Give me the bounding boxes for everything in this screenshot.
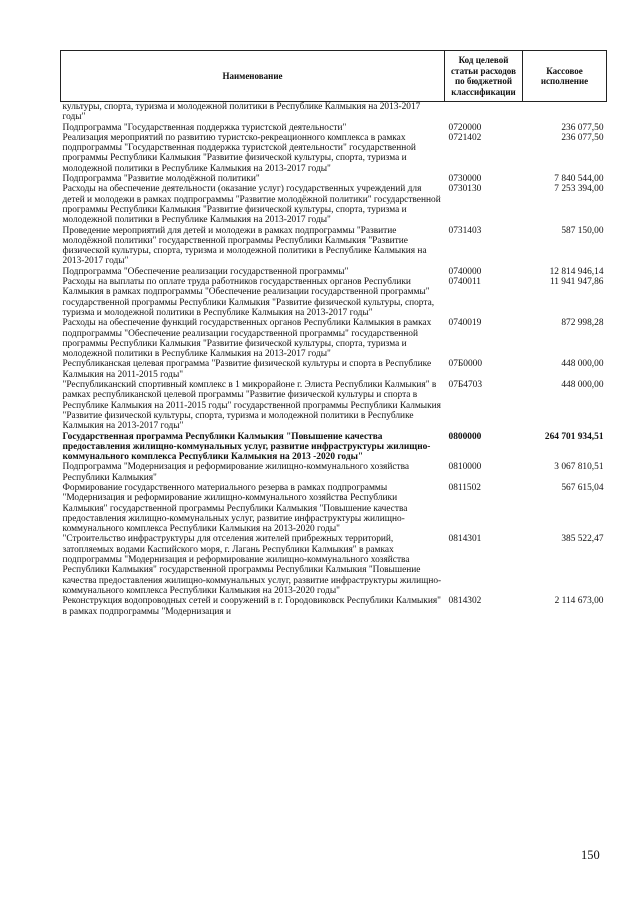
table-row	[61, 596, 607, 617]
row-name: Реконструкция водопроводных сетей и сооружений в г. Городовиковск Республики Калмыкия" в рамках подпрограммы "Модернизация и	[62, 596, 442, 617]
row-code: 0730130	[448, 184, 482, 195]
row-name: Формирование государственного материального резерва в рамках подпрограммы "Модернизация и реформирование жилищно-коммунального хозяйства Республики Калмыкия" государственной программы Республики Калмыкия "Повышение качества предоставления жилищно-коммунальных услуг, развитие инфраструктуры жилищно-коммунального комплекса Республики Калмыкия на 2013-2020 годы"	[62, 482, 408, 535]
row-code: 07Б0000	[448, 359, 483, 370]
row-code: 0814301	[448, 534, 482, 545]
row-code: 0811502	[448, 482, 481, 493]
row-name: Реализация мероприятий по развитию туристско-рекреационного комплекса в рамках подпрограммы "Государственная поддержка туристской деятельности" государственной программы Республики Калмыкия "Развитие физической культуры, спорта, туризма и молодежной политики в Республике Калмыкия на 2013-2017 годы"	[62, 132, 416, 174]
row-name: Подпрограмма "Государственная поддержка туристской деятельности"	[62, 122, 347, 133]
table-body	[61, 102, 607, 617]
row-name: "Строительство инфраструктуры для отселения жителей прибрежных территорий, затопляемых водами Каспийского моря, г. Лагань Республики Калмыкия" в рамках подпрограммы "Модернизация и реформирование жилищно-коммунального хозяйства Республики Калмыкия" государственной программы Республики Калмыкия "Повышение качества предоставления жилищно-коммунальных услуг, развитие инфраструктуры жилищно-коммунального комплекса Республики Калмыкия на 2013-2020 годы"	[62, 534, 442, 596]
row-amount: 567 615,04	[561, 482, 604, 493]
row-name: Проведение мероприятий для детей и молодежи в рамках подпрограммы "Развитие молодёжной политики" государственной программы Республики Калмыкия "Развитие физической культуры, спорта, туризма и молодежной политики в Республике Калмыкия на 2013-2017 годы"	[62, 225, 427, 267]
row-code: 0731403	[448, 225, 482, 236]
table-row	[61, 226, 607, 267]
table-row	[61, 534, 607, 596]
row-amount: 872 998,28	[561, 318, 604, 329]
table-row	[61, 102, 607, 123]
row-amount: 7 253 394,00	[554, 184, 604, 195]
table-row	[61, 318, 607, 359]
row-code: 0740019	[448, 318, 482, 329]
row-amount: 7 840 544,00	[554, 174, 604, 185]
row-code: 0810000	[448, 462, 482, 473]
row-amount: 3 067 810,51	[554, 462, 604, 473]
row-name: Республиканская целевая программа "Развитие физической культуры и спорта в Республике Калмыкия на 2011-2015 годы"	[62, 359, 432, 380]
row-amount: 264 701 934,51	[544, 431, 604, 442]
row-name: Расходы на выплаты по оплате труда работников государственных органов Республики Калмыкия в рамках подпрограммы "Обеспечение реализации государственной программы" государственной программы Республики Калмыкия "Развитие физической культуры, спорта, туризма и молодежной политики в Республике Калмыкия на 2013-2017 годы"	[62, 277, 435, 318]
row-name: Государственная программа Республики Калмыкия "Повышение качества предоставления жилищно-коммунальных услуг, развитие инфраструктуры жилищно-коммунального комплекса Республики Калмыкия на 2013 -2020 годы"	[62, 431, 431, 463]
table-row	[61, 277, 607, 318]
header-code: Код целевой статьи расходов по бюджетной классификации	[445, 51, 523, 102]
row-code: 0720000	[448, 122, 482, 133]
table-row	[61, 174, 607, 184]
row-amount: 236 077,50	[561, 122, 604, 133]
row-code: 0721402	[448, 132, 482, 143]
row-amount: 12 814 946,14	[549, 266, 604, 277]
budget-table-page	[60, 50, 606, 617]
row-code: 0800000	[448, 431, 482, 442]
row-name: культуры, спорта, туризма и молодежной политики в Республике Калмыкия на 2013-2017 годы"	[62, 102, 421, 123]
row-name: Расходы на обеспечение деятельности (оказание услуг) государственных учреждений для детей и молодежи в рамках подпрограммы "Развитие молодёжной политики" государственной программы Республики Калмыкия "Развитие физической культуры, спорта, туризма и молодежной политики в Республике Калмыкия на 2013-2017 годы"	[62, 184, 441, 226]
header-amount: Кассовое исполнение	[523, 51, 607, 102]
row-amount: 2 114 673,00	[554, 596, 604, 607]
table-row	[61, 133, 607, 174]
row-amount: 236 077,50	[561, 132, 604, 143]
row-name: Подпрограмма "Модернизация и реформирование жилищно-коммунального хозяйства Республики Калмыкия"	[62, 462, 410, 483]
table-row	[61, 123, 607, 133]
table-row	[61, 462, 607, 483]
row-amount: 11 941 947,86	[549, 277, 604, 288]
row-code: 0814302	[448, 596, 482, 607]
row-code: 0740000	[448, 266, 482, 277]
table-row	[61, 267, 607, 277]
table-row	[61, 359, 607, 380]
row-code: 0730000	[448, 174, 482, 185]
budget-table	[60, 50, 607, 617]
table-row	[61, 483, 607, 534]
row-code: 0740011	[448, 277, 481, 288]
table-row	[61, 184, 607, 225]
row-name: Подпрограмма "Обеспечение реализации государственной программы"	[62, 266, 349, 277]
table-header-row	[61, 51, 607, 102]
row-amount	[523, 102, 607, 123]
row-name: Подпрограмма "Развитие молодёжной политики"	[62, 174, 260, 185]
row-code: 07Б4703	[448, 380, 483, 391]
row-amount: 448 000,00	[561, 359, 604, 370]
header-name: Наименование	[61, 51, 445, 102]
row-amount: 385 522,47	[561, 534, 604, 545]
row-name: Расходы на обеспечение функций государственных органов Республики Калмыкия в рамках подпрограммы "Обеспечение реализации государственной программы" государственной программы Республики Калмыкия "Развитие физической культуры, спорта, туризма и молодежной политики в Республике Калмыкия на 2013-2017 годы"	[62, 318, 432, 360]
row-amount: 448 000,00	[561, 380, 604, 391]
row-code	[445, 102, 523, 123]
table-row	[61, 432, 607, 463]
page-number: 150	[581, 848, 600, 862]
row-name: "Республиканский спортивный комплекс в 1 микрорайоне г. Элиста Республики Калмыкия" в рамках республиканской целевой программы "Развитие физической культуры и спорта в Республике Калмыкия на 2011-2015 годы" государственной программы Республики Калмыкия "Развитие физической культуры, спорта, туризма и молодежной политики в Республике Калмыкия на 2013-2017 годы"	[62, 380, 441, 432]
table-row	[61, 380, 607, 431]
row-amount: 587 150,00	[561, 225, 604, 236]
